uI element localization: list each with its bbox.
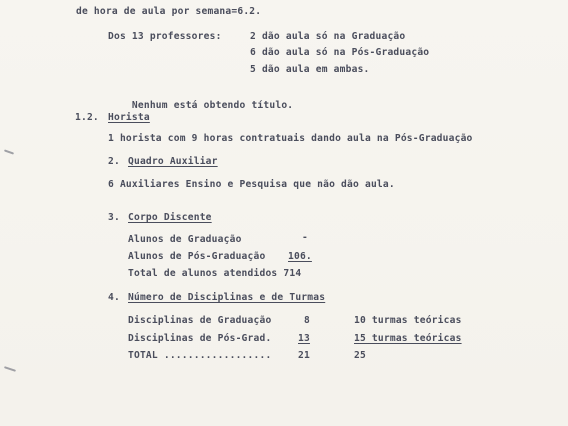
quadro-auxiliar-text: 6 Auxiliares Ensino e Pesquisa que não dão aula. xyxy=(108,179,395,190)
word-esta-overstruck: está xyxy=(173,100,198,111)
alunos-pos-graduacao-value: 106. xyxy=(288,251,312,262)
section-number-3: 3. xyxy=(108,212,120,223)
word-obtendo-titulo: obtendo título. xyxy=(203,100,294,111)
section-title-horista: Horista xyxy=(108,112,150,123)
total-alunos: Total de alunos atendidos 714 xyxy=(128,268,302,279)
horista-text: 1 horista com 9 horas contratuais dando aula na Pós-Graduação xyxy=(108,133,473,144)
section-number-4: 4. xyxy=(108,292,120,303)
word-nenhum: Nenhum xyxy=(131,100,168,111)
row-graduacao-disciplinas: 8 xyxy=(304,315,310,326)
professors-graduacao: 2 dão aula só na Graduação xyxy=(250,31,406,42)
alunos-pos-graduacao-label: Alunos de Pós-Graduação xyxy=(128,251,266,262)
section-number-1-2: 1.2. xyxy=(75,112,99,123)
professors-ambas: 5 dão aula em ambas. xyxy=(250,64,370,75)
section-title-corpo-discente: Corpo Discente xyxy=(128,212,212,223)
margin-mark-bottom xyxy=(4,366,16,372)
row-pos-grad-disciplinas: 13 xyxy=(298,333,310,344)
section-title-disciplinas-turmas: Número de Disciplinas e de Turmas xyxy=(128,292,326,303)
row-pos-grad-turmas: 15 turmas teóricas xyxy=(354,333,462,344)
section-title-quadro-auxiliar: Quadro Auxiliar xyxy=(128,156,218,167)
professors-label: Dos 13 professores: xyxy=(108,31,222,42)
row-pos-grad-label: Disciplinas de Pós-Grad. xyxy=(128,333,272,344)
row-graduacao-turmas: 10 turmas teóricas xyxy=(354,315,462,326)
section-number-2: 2. xyxy=(108,156,120,167)
margin-mark-top xyxy=(4,149,14,154)
row-total-disciplinas: 21 xyxy=(298,350,310,361)
row-total-label: TOTAL .................. xyxy=(128,350,272,361)
alunos-graduacao-label: Alunos de Graduação xyxy=(128,234,242,245)
professors-pos-graduacao: 6 dão aula só na Pós-Graduação xyxy=(250,47,430,58)
row-total-turmas: 25 xyxy=(354,350,366,361)
alunos-graduacao-value: - xyxy=(302,232,308,243)
text-line-hours: de hora de aula por semana=6.2. xyxy=(76,6,262,17)
row-graduacao-label: Disciplinas de Graduação xyxy=(128,315,272,326)
